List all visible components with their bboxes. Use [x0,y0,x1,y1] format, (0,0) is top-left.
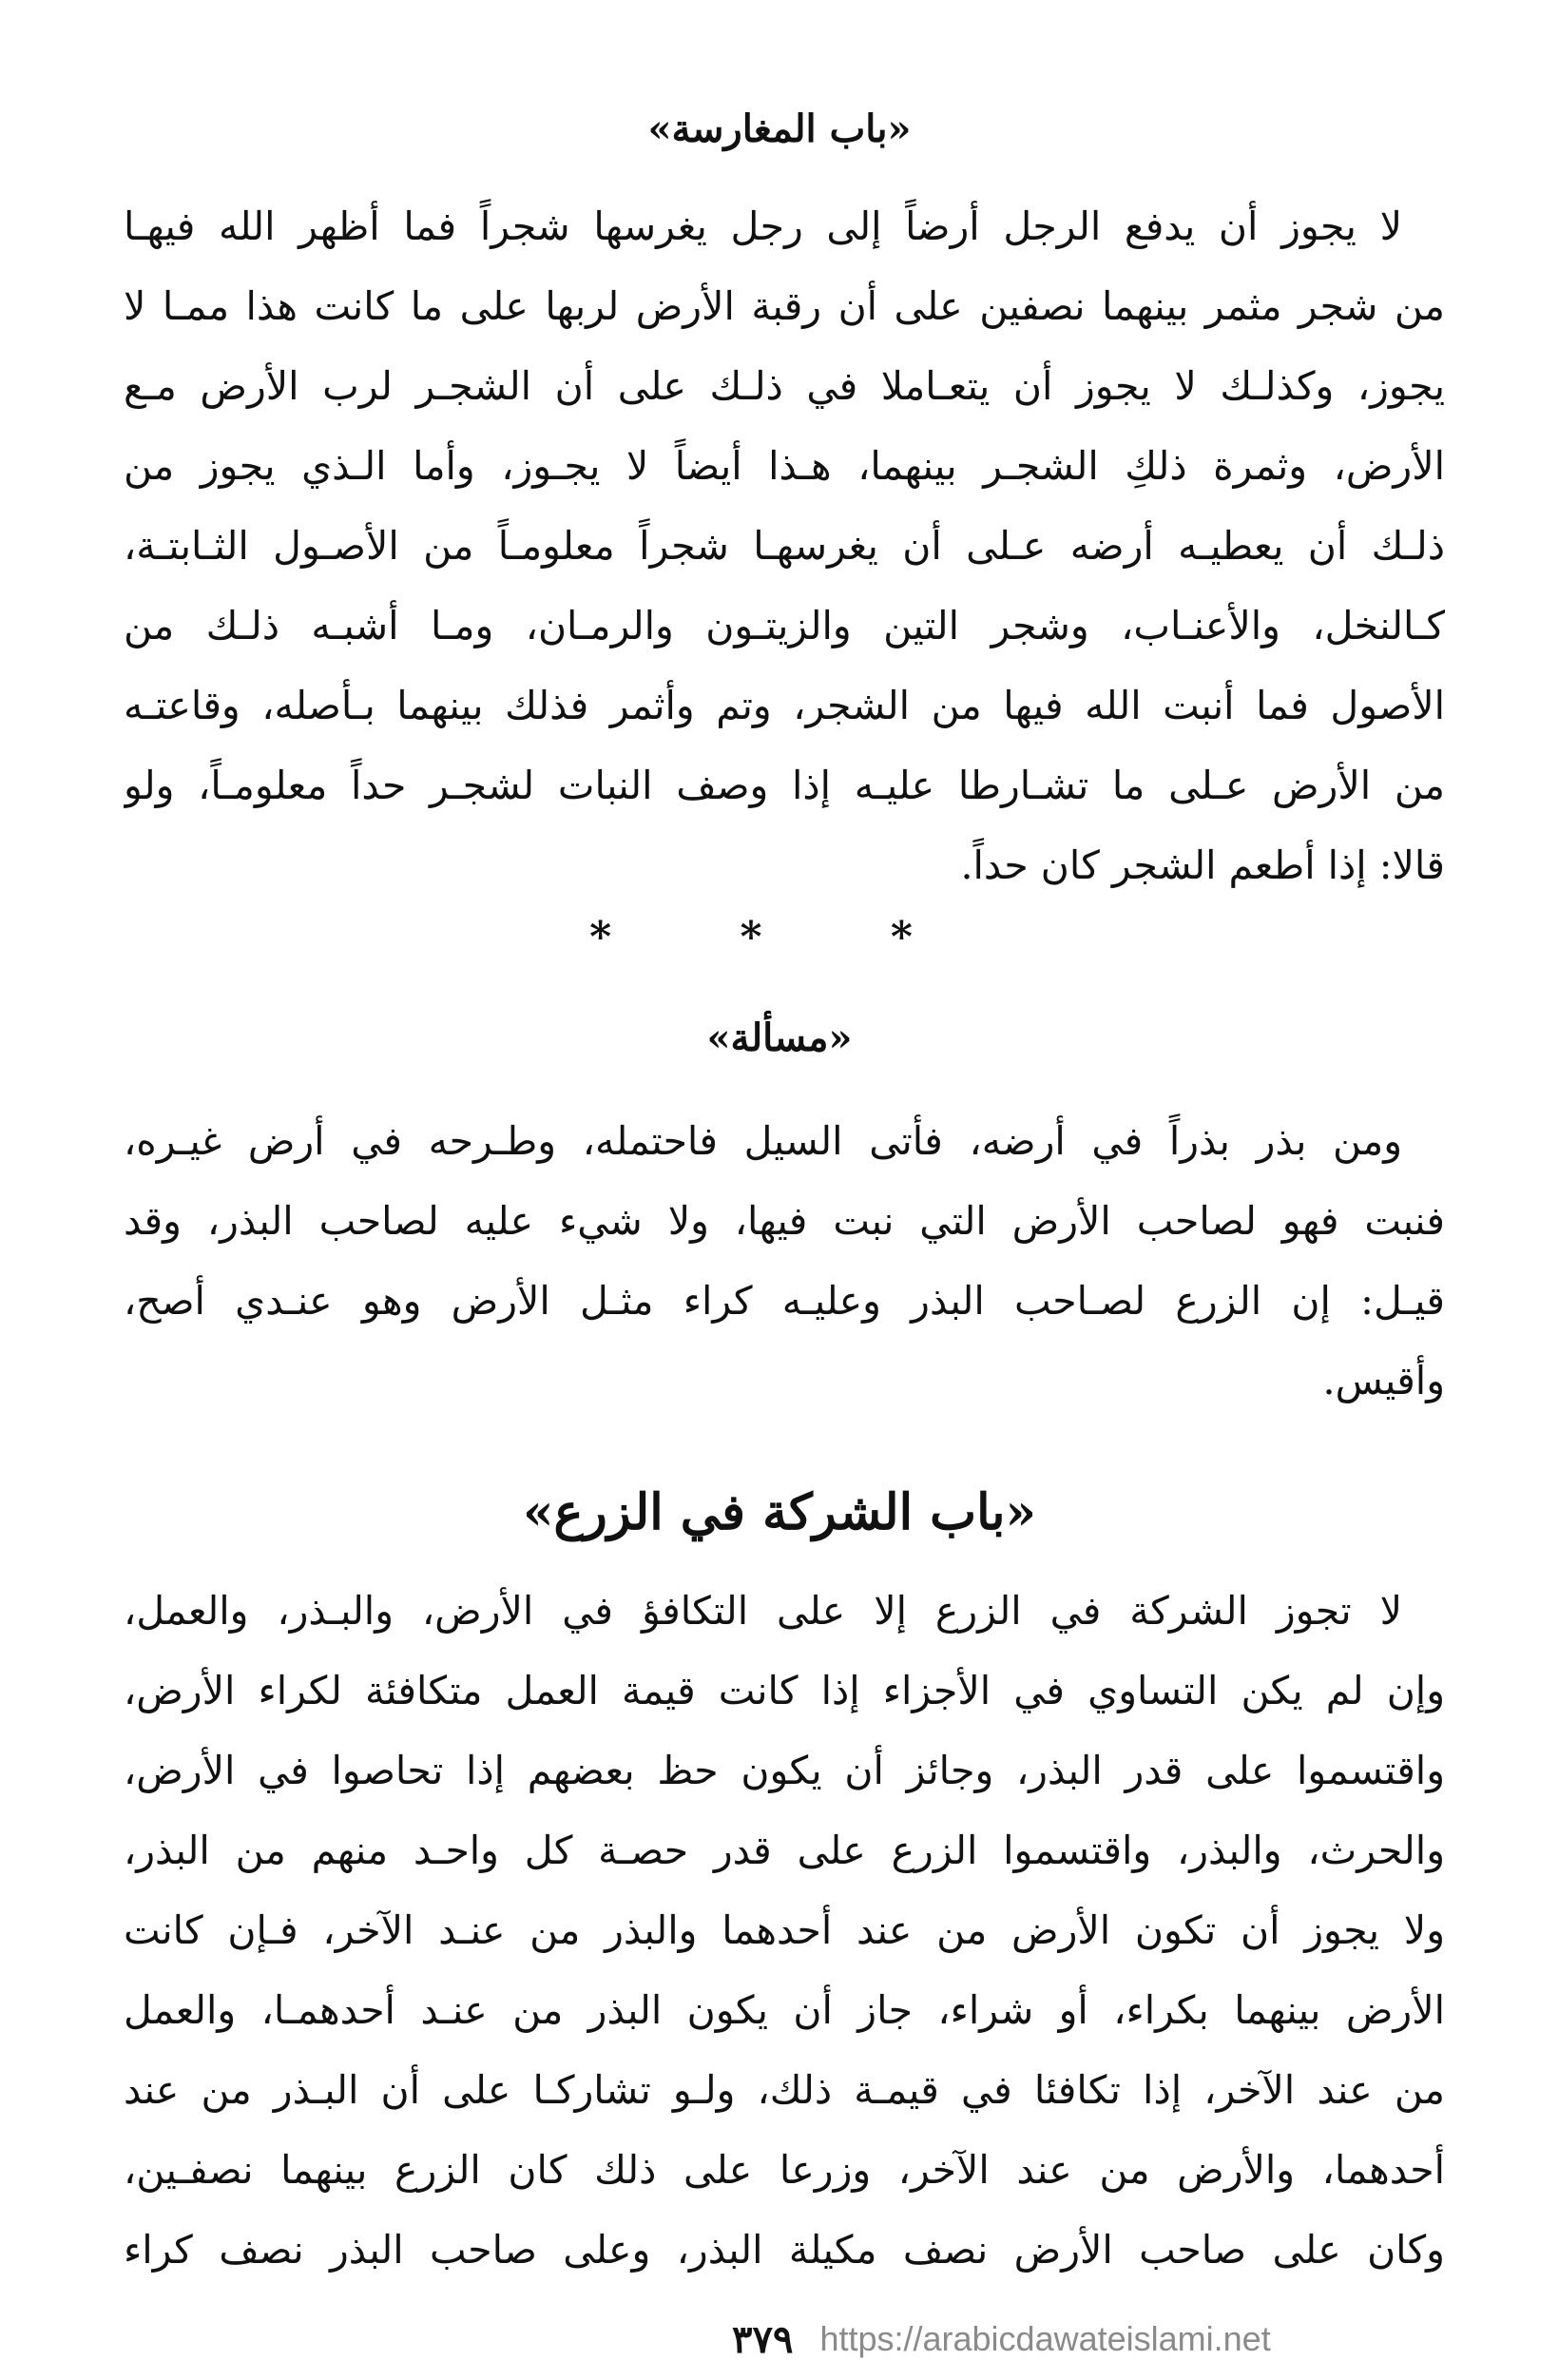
page-footer [732,2315,1271,2363]
text-line: ومن بذر بذراً في أرضه، فأتى السيل فاحتمله، وطـرحه في أرض غيـره، [124,1118,1402,1164]
text-line: وكان على صاحب الأرض نصف مكيلة البذر، وعلى صاحب البذر نصف كراء [124,2227,1445,2273]
section-heading-masala: «مسألة» [706,1016,853,1060]
paragraph-sharika [124,1571,1445,2290]
text-line: وإن لم يكن التساوي في الأجزاء إذا كانت قيمة العمل متكافئة لكراء الأرض، [124,1668,1445,1713]
text-line: قالا: إذا أطعم الشجر كان حداً. [960,842,1445,888]
text-line: واقتسموا على قدر البذر، وجائز أن يكون حظ بعضهم إذا تحاصوا في الأرض، [124,1748,1445,1793]
text-line: الأرض بينهما بكراء، أو شراء، جاز أن يكون البذر من عنـد أحدهمـا، والعمل [124,1987,1445,2033]
text-line: الأرض، وثمرة ذلكِ الشجـر بينهما، هـذا أيضاً لا يجـوز، وأما الـذي يجوز من [124,443,1445,489]
page-number: ٣٧٩ [732,2316,794,2362]
section-heading-sharika: «باب الشركة في الزرع» [523,1483,1036,1541]
text-line: من عند الآخر، إذا تكافئا في قيمـة ذلك، ولـو تشاركـا على أن البـذر من عند [124,2067,1445,2113]
paragraph-masala [124,1101,1445,1421]
paragraph-mugharasa [124,186,1445,905]
text-line: لا يجوز أن يدفع الرجل أرضاً إلى رجل يغرسها شجراً فما أظهر الله فيهـا [124,203,1402,249]
text-line: الأصول فما أنبت الله فيها من الشجر، وتم وأثمر فذلك بينهما بـأصله، وقاعتـه [124,683,1445,728]
section-heading-mugharasa: «باب المغارسة» [647,106,912,151]
text-line: لا تجوز الشركة في الزرع إلا على التكافؤ في الأرض، والبـذر، والعمل، [124,1588,1402,1634]
text-line: من الأرض عـلى ما تشـارطا عليـه إذا وصف النبات لشجـر حداً معلومـاً، ولو [124,763,1445,808]
text-line: كـالنخل، والأعنـاب، وشجر التين والزيتـون والرمـان، ومـا أشبـه ذلـك من [124,603,1445,648]
text-line: والحرث، والبذر، واقتسموا الزرع على قدر حصـة كل واحـد منهم من البذر، [124,1828,1445,1873]
text-line: وأقيس. [1322,1358,1445,1403]
text-line: قيـل: إن الزرع لصـاحب البذر وعليـه كراء مثـل الأرض وهو عنـدي أصح، [124,1278,1445,1324]
text-line: فنبت فهو لصاحب الأرض التي نبت فيها، ولا شيء عليه لصاحب البذر، وقد [124,1198,1445,1244]
text-line: من شجر مثمر بينهما نصفين على أن رقبة الأرض لربها على ما كانت هذا ممـا لا [124,283,1445,329]
text-line: أحدهما، والأرض من عند الآخر، وزرعا على ذلك كان الزرع بينهما نصفـين، [124,2147,1445,2193]
text-line: ولا يجوز أن تكون الأرض من عند أحدهما والبذر من عنـد الآخر، فـإن كانت [124,1907,1445,1953]
source-watermark-url: https://arabicdawateislami.net [819,2319,1271,2358]
text-line: يجوز، وكذلـك لا يجوز أن يتعـاملا في ذلـك على أن الشجـر لرب الأرض مـع [124,363,1445,409]
section-separator: * * * [589,913,970,961]
text-line: ذلـك أن يعطيـه أرضه عـلى أن يغرسهـا شجراً معلومـاً من الأصـول الثـابتـة، [124,523,1445,569]
